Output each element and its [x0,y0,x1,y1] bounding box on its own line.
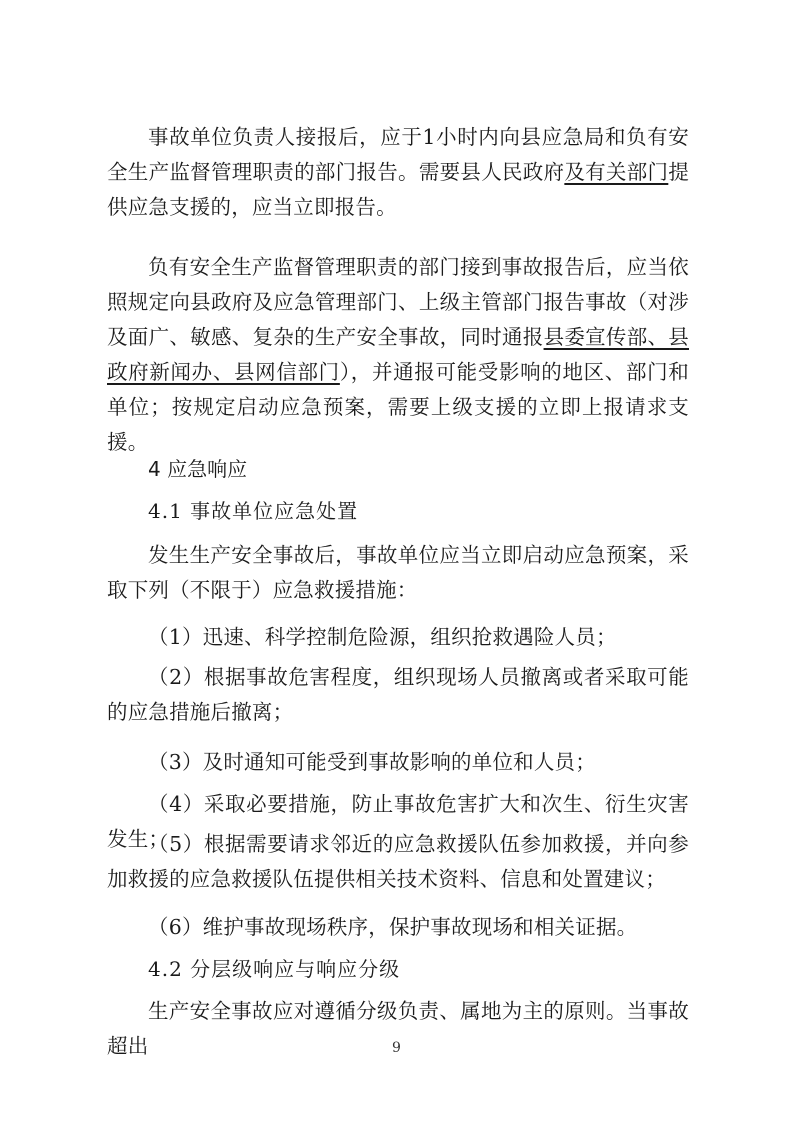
heading-section-4-2: 4.2 分层级响应与响应分级 [148,957,401,981]
list-item-3: （3）及时通知可能受到事故影响的单位和人员； [148,750,596,774]
list-item-6: （6）维护事故现场秩序，保护事故现场和相关证据。 [148,915,638,939]
text-run: 提供应急支援的，应当立即报告。 [107,160,690,219]
underlined-text: 及有关部门 [564,160,669,184]
heading-section-4: 4 应急响应 [148,457,248,481]
paragraph-report-department [107,250,689,460]
list-item-4: （4）采取必要措施，防止事故危害扩大和次生、衍生灾害发生； [107,792,689,851]
text-run: 负有安全生产监督管理职责的部门接到事故报告后，应当依照规定向县政府及应急管理部门、上级主管部门报告事故（对涉及面广、敏感、复杂的生产安全事故，同时通报 [107,255,689,349]
paragraph-measures-intro: 发生生产安全事故后，事故单位应当立即启动应急预案，采取下列（不限于）应急救援措施： [107,543,689,602]
list-item-5: （5）根据需要请求邻近的应急救援队伍参加救援，并向参加救援的应急救援队伍提供相关技术资料、信息和处置建议； [107,832,689,891]
text-run: ），并通报可能受影响的地区、部门和单位；按规定启动应急预案，需要上级支援的立即上报请求支援。 [107,360,689,454]
paragraph-report-unit [107,120,689,225]
list-item-2: （2）根据事故危害程度，组织现场人员撤离或者采取可能的应急措施后撤离； [107,665,689,724]
heading-section-4-1: 4.1 事故单位应急处置 [148,499,359,523]
text-run: 事故单位负责人接报后，应于1小时内向县应急局和负有安全生产监督管理职责的部门报告。需要县人民政府 [107,125,689,184]
page-number: 9 [392,1040,401,1056]
underlined-text: 县委宣传部、县政府新闻办、县网信部门 [107,325,689,384]
list-item-1: （1）迅速、科学控制危险源，组织抢救遇险人员； [148,625,617,649]
paragraph-tiered-response: 生产安全事故应对遵循分级负责、属地为主的原则。当事故超出 [107,999,689,1058]
